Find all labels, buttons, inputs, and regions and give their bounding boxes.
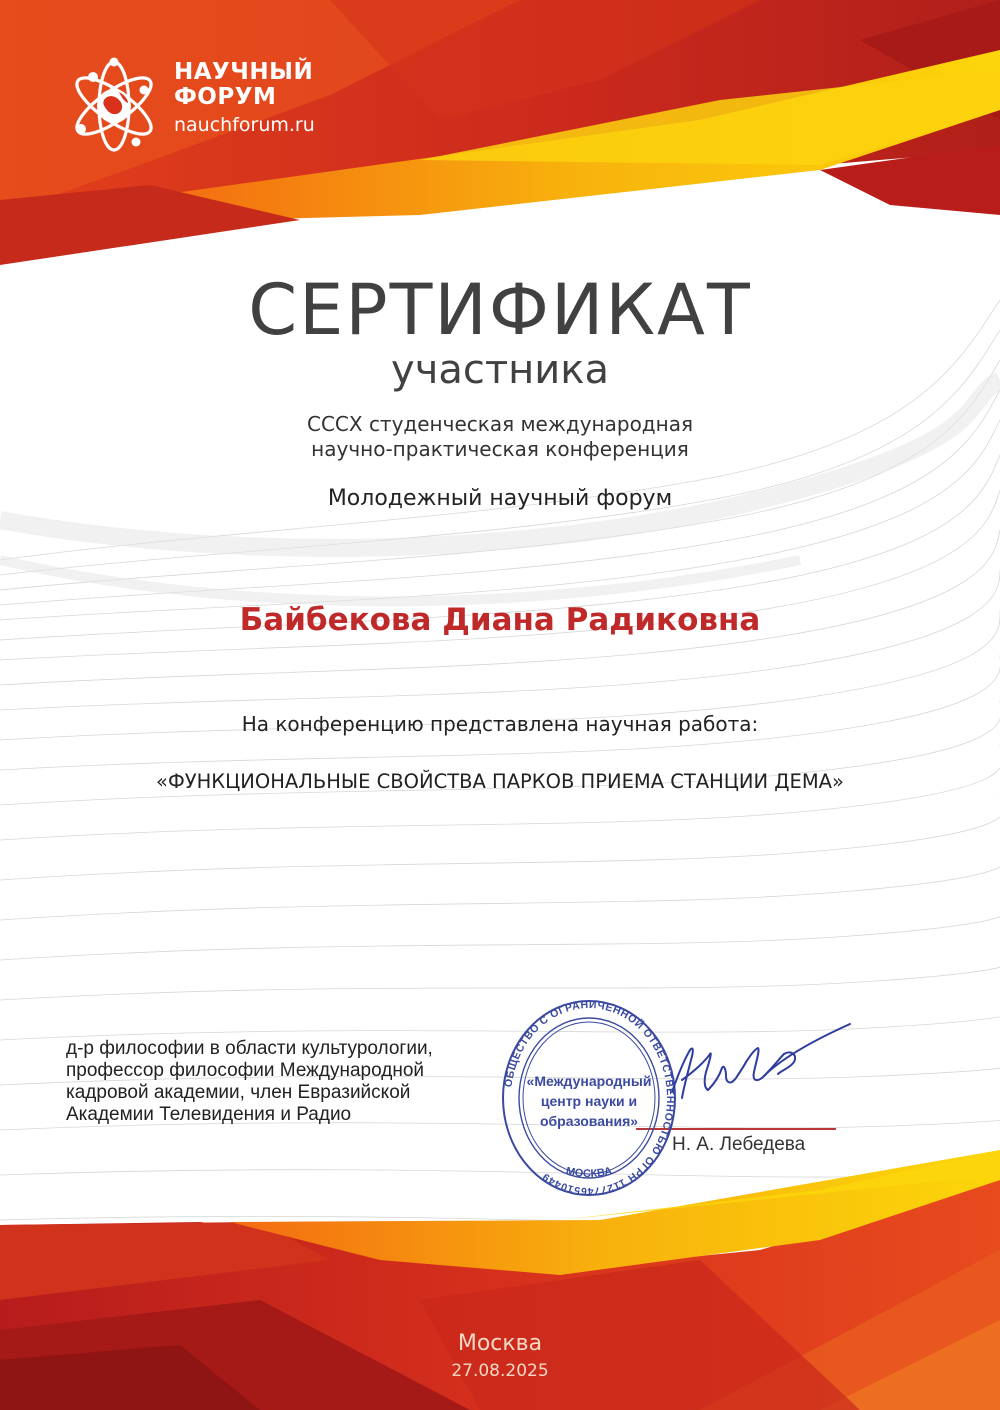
signatory-name: Н. А. Лебедева bbox=[672, 1134, 806, 1155]
forum-name: Молодежный научный форум bbox=[327, 486, 673, 511]
certificate-subtitle: участника bbox=[391, 347, 609, 393]
credentials-line2: профессор философии Международной bbox=[66, 1060, 425, 1081]
logo-site-url[interactable]: nauchforum.ru bbox=[174, 114, 315, 136]
credentials-line3: кадровой академии, член Евразийской bbox=[66, 1082, 411, 1103]
work-intro: На конференцию представлена научная работа: bbox=[241, 712, 759, 736]
logo[interactable] bbox=[62, 50, 352, 160]
stamp-center-line1: «Международный bbox=[526, 1073, 652, 1089]
stamp-center-line3: образования» bbox=[539, 1113, 639, 1129]
credentials-line1: д-р философии в области культурологии, bbox=[66, 1038, 433, 1059]
logo-title-line2: ФОРУМ bbox=[174, 84, 277, 110]
logo-title-line1: НАУЧНЫЙ bbox=[174, 59, 314, 85]
footer-city: Москва bbox=[457, 1331, 543, 1356]
atom-globe-icon bbox=[62, 50, 166, 154]
svg-text:МОСКВА bbox=[565, 1165, 614, 1180]
conference-name-line1: СССХ студенческая международная bbox=[306, 412, 693, 436]
stamp-center-line2: центр науки и bbox=[540, 1093, 638, 1109]
stamp-ring-text: ОБЩЕСТВО С ОГРАНИЧЕННОЙ ОТВЕТСТВЕННОСТЬЮ ОГРН 1127746510449 bbox=[502, 998, 677, 1198]
signatory-credentials bbox=[66, 1038, 506, 1126]
conference-name bbox=[0, 412, 1000, 462]
work-title: «ФУНКЦИОНАЛЬНЫЕ СВОЙСТВА ПАРКОВ ПРИЕМА СТАНЦИИ ДЕМА» bbox=[156, 770, 844, 793]
stamp-city: МОСКВА bbox=[564, 1165, 614, 1181]
official-stamp bbox=[500, 998, 678, 1198]
handwritten-signature bbox=[660, 1020, 860, 1120]
certificate-title: СЕРТИФИКАТ bbox=[248, 269, 752, 351]
conference-name-line2: научно-практическая конференция bbox=[311, 437, 689, 461]
recipient-name: Байбекова Диана Радиковна bbox=[239, 602, 761, 638]
credentials-line4: Академии Телевидения и Радио bbox=[66, 1104, 352, 1125]
logo-text bbox=[174, 60, 315, 138]
footer-date: 27.08.2025 bbox=[451, 1361, 549, 1381]
